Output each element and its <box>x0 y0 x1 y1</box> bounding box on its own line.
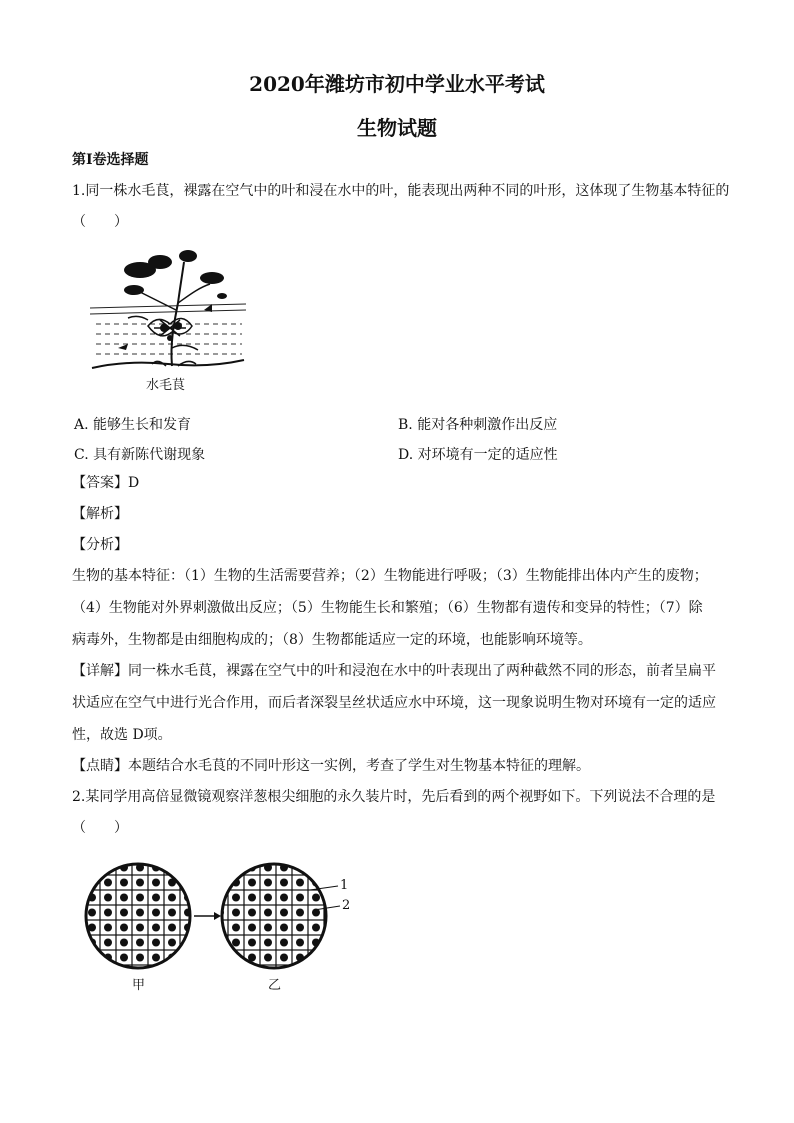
q2-stem: 2.某同学用高倍显微镜观察洋葱根尖细胞的永久装片时，先后看到的两个视野如下。下列说法不合理的是 <box>72 789 716 805</box>
xiangjie-line-3: 性，故选 D项。 <box>72 727 172 743</box>
xiangjie-line-2: 状适应在空气中进行光合作用，而后者深裂呈丝状适应水中环境，这一现象说明生物对环境有一定的适应 <box>72 695 716 711</box>
dianjing: 【点睛】本题结合水毛茛的不同叶形这一实例，考查了学生对生物基本特征的理解。 <box>72 758 590 774</box>
fenxi-line-2: （4）生物能对外界刺激做出反应；（5）生物能生长和繁殖；（6）生物都有遗传和变异的特性；（7）除 <box>72 600 703 616</box>
q1-stem: 1.同一株水毛茛，裸露在空气中的叶和浸在水中的叶，能表现出两种不同的叶形，这体现了生物基本特征的 <box>72 183 730 199</box>
field-label-jia: 甲 <box>132 978 146 993</box>
xiangjie-line-1: 【详解】同一株水毛茛，裸露在空气中的叶和浸泡在水中的叶表现出了两种截然不同的形态，前者呈扁平 <box>72 663 716 679</box>
option-b: B. 能对各种刺激作出反应 <box>398 417 558 433</box>
section-label: 第Ⅰ卷选择题 <box>72 152 149 168</box>
water-buttercup-figure <box>88 248 248 388</box>
pointer-label-2: 2 <box>342 898 351 913</box>
field-label-yi: 乙 <box>268 978 282 993</box>
fenxi-label: 【分析】 <box>72 537 128 553</box>
water-buttercup-caption: 水毛茛 <box>146 378 186 393</box>
fenxi-line-1: 生物的基本特征：（1）生物的生活需要营养；（2）生物能进行呼吸；（3）生物能排出体内产生的废物； <box>72 568 708 584</box>
answer: 【答案】D <box>72 475 140 491</box>
page-subtitle: 生物试题 <box>357 116 437 140</box>
microscope-fields-figure <box>84 860 364 972</box>
fenxi-line-3: 病毒外，生物都是由细胞构成的；（8）生物都能适应一定的环境，也能影响环境等。 <box>72 632 592 648</box>
page-title: 2020年潍坊市初中学业水平考试 <box>249 72 545 96</box>
q1-stem-blank: （ ） <box>72 214 128 230</box>
analysis-label: 【解析】 <box>72 506 128 522</box>
option-a: A. 能够生长和发育 <box>74 417 192 433</box>
q2-stem-blank: （ ） <box>72 820 128 836</box>
pointer-label-1: 1 <box>340 878 349 893</box>
option-d: D. 对环境有一定的适应性 <box>398 447 558 463</box>
option-c: C. 具有新陈代谢现象 <box>74 447 206 463</box>
